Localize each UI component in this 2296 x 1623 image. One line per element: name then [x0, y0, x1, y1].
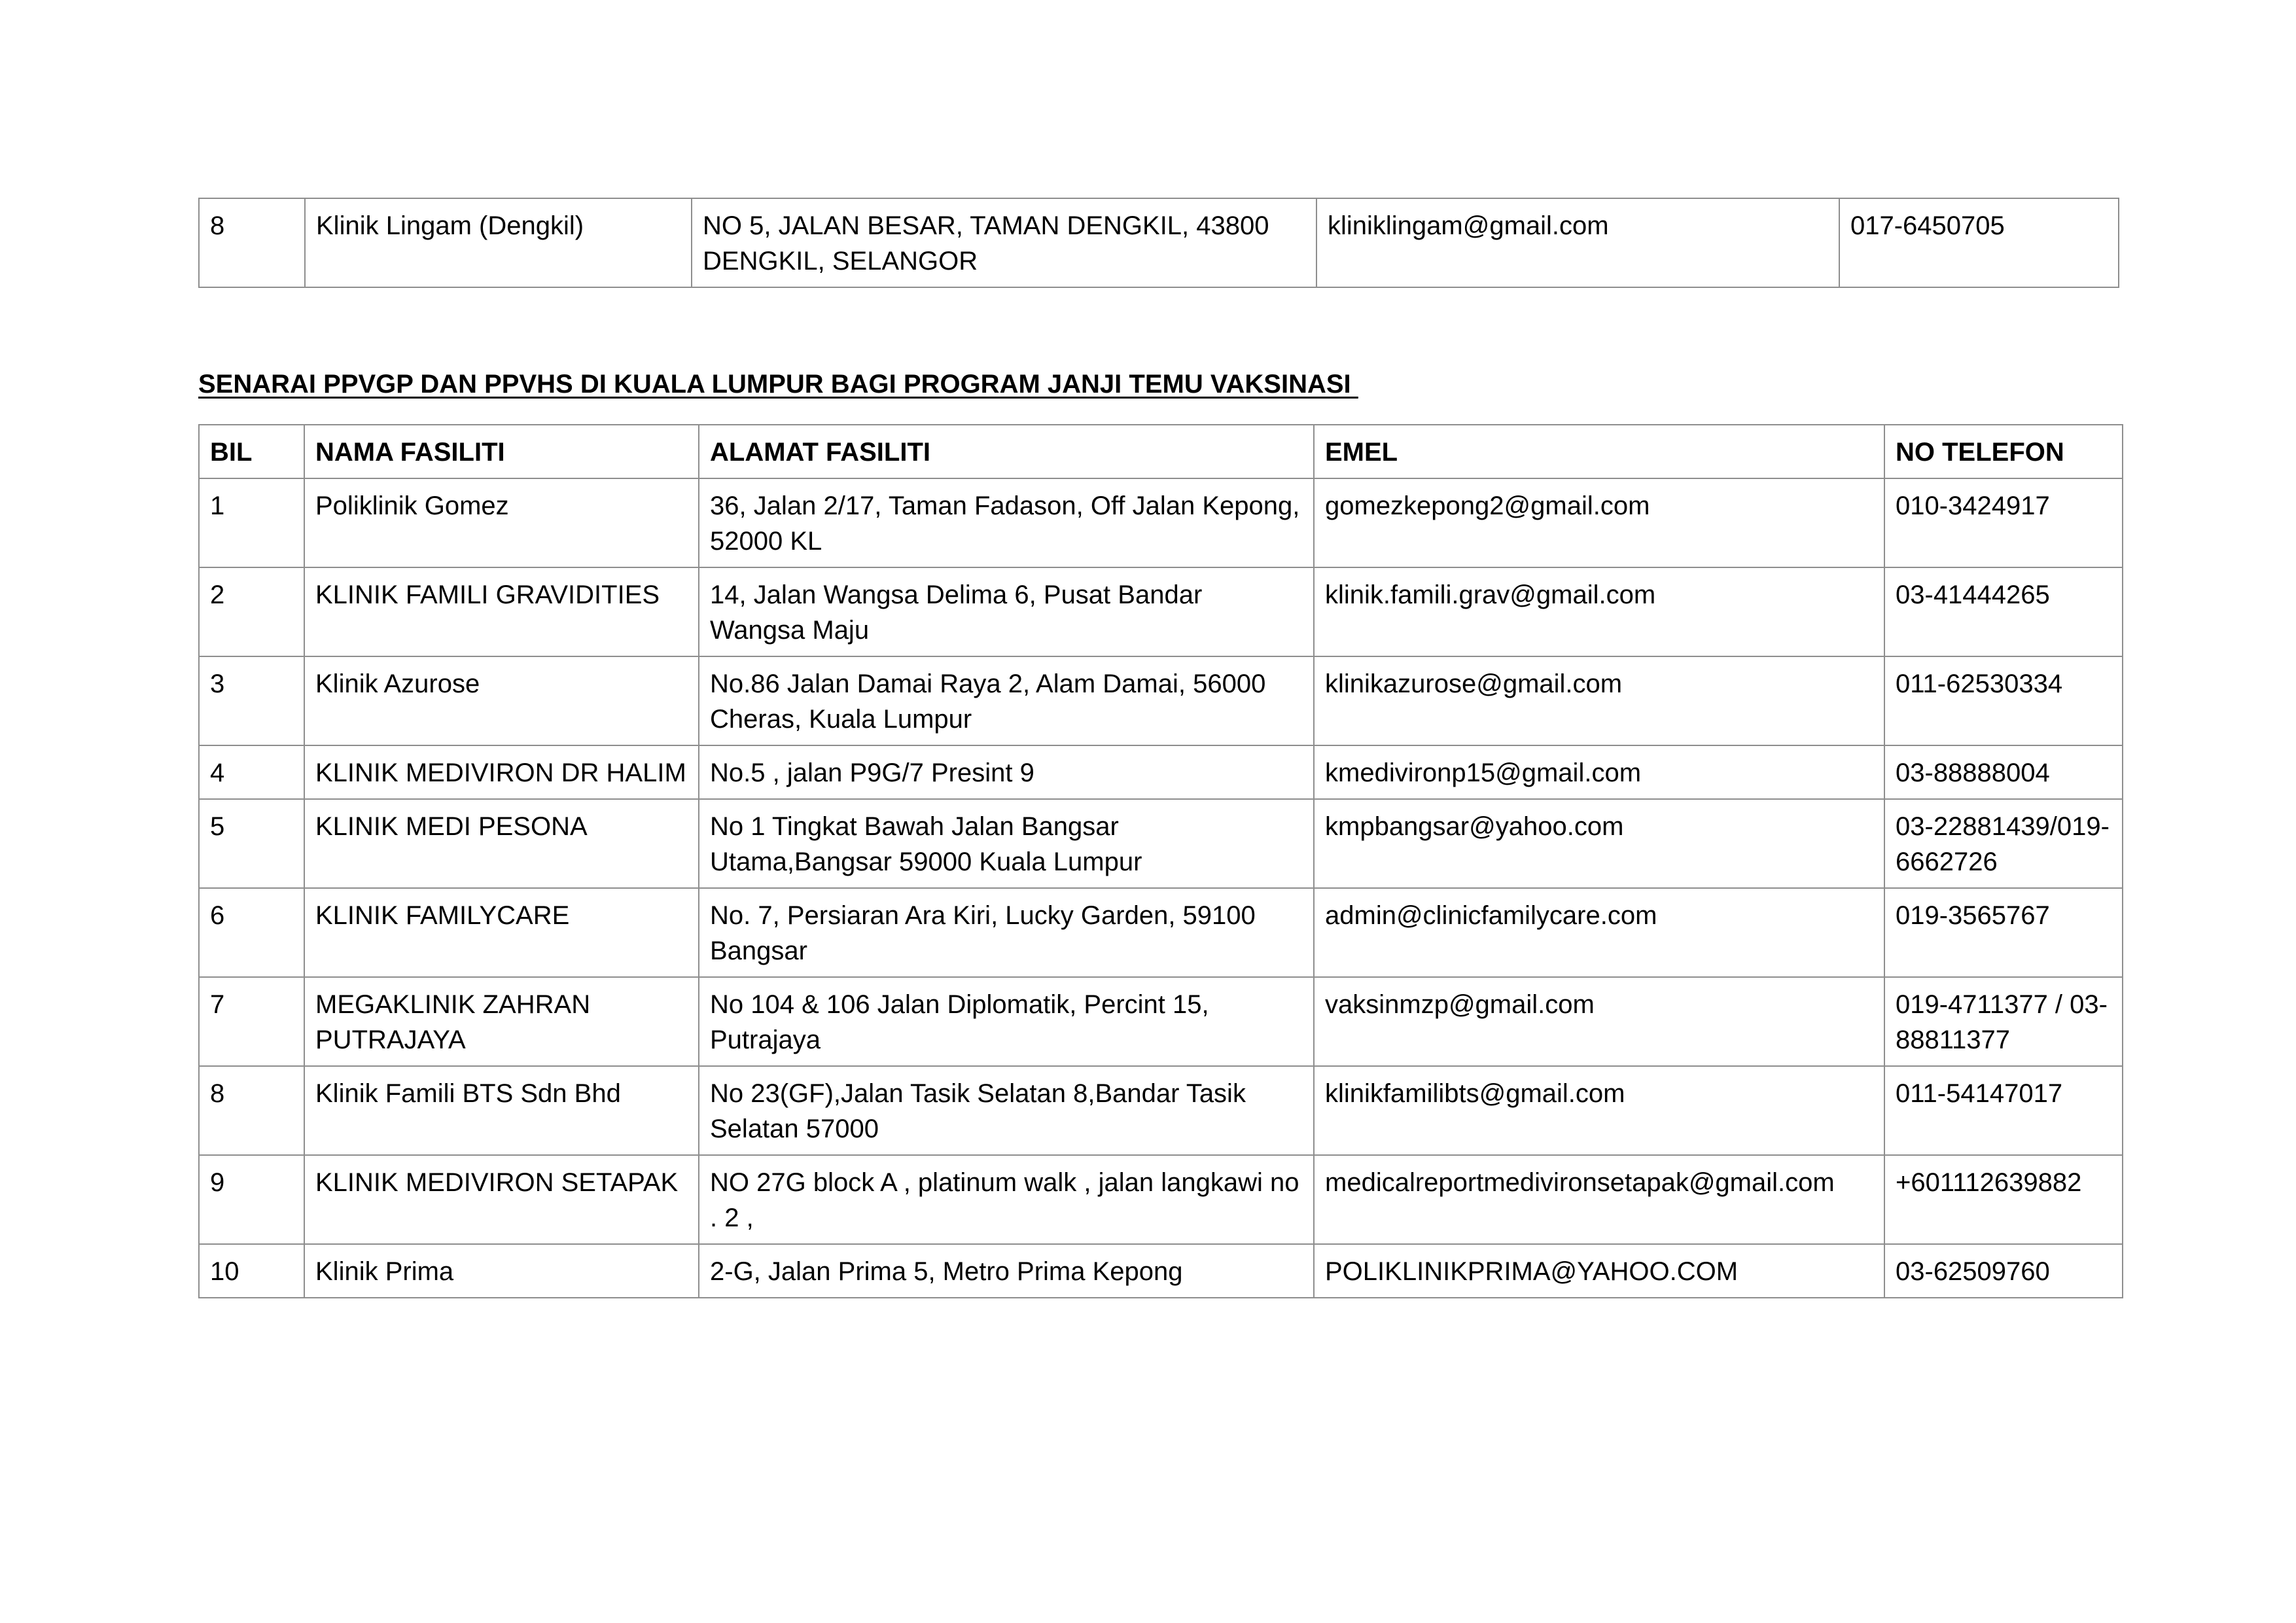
cell-alamat-fasiliti: No 1 Tingkat Bawah Jalan Bangsar Utama,Bangsar 59000 Kuala Lumpur [699, 799, 1314, 888]
cell-emel: kmpbangsar@yahoo.com [1314, 799, 1884, 888]
cell-emel: klinik.famili.grav@gmail.com [1314, 567, 1884, 656]
cell-nama-fasiliti: KLINIK MEDIVIRON DR HALIM [304, 745, 699, 799]
cell-bil: 10 [199, 1244, 304, 1298]
cell-emel: klinikazurose@gmail.com [1314, 656, 1884, 745]
header-emel: EMEL [1314, 425, 1884, 478]
cell-bil: 5 [199, 799, 304, 888]
cell-bil: 1 [199, 478, 304, 567]
cell-bil: 7 [199, 977, 304, 1066]
cell-bil: 6 [199, 888, 304, 977]
cell-emel: kliniklingam@gmail.com [1316, 198, 1839, 287]
cell-emel: POLIKLINIKPRIMA@YAHOO.COM [1314, 1244, 1884, 1298]
cell-nama-fasiliti: Klinik Prima [304, 1244, 699, 1298]
previous-page-table [198, 198, 2119, 288]
cell-alamat-fasiliti: No 104 & 106 Jalan Diplomatik, Percint 15, Putrajaya [699, 977, 1314, 1066]
cell-nama-fasiliti: Klinik Lingam (Dengkil) [305, 198, 692, 287]
cell-bil: 2 [199, 567, 304, 656]
table-row [199, 977, 2123, 1066]
cell-bil: 8 [199, 198, 305, 287]
cell-bil: 8 [199, 1066, 304, 1155]
cell-nama-fasiliti: KLINIK MEDIVIRON SETAPAK [304, 1155, 699, 1244]
cell-alamat-fasiliti: No 23(GF),Jalan Tasik Selatan 8,Bandar Tasik Selatan 57000 [699, 1066, 1314, 1155]
table-row [199, 799, 2123, 888]
cell-no-telefon: +601112639882 [1884, 1155, 2123, 1244]
cell-alamat-fasiliti: No.5 , jalan P9G/7 Presint 9 [699, 745, 1314, 799]
cell-alamat-fasiliti: 14, Jalan Wangsa Delima 6, Pusat Bandar Wangsa Maju [699, 567, 1314, 656]
table-row [199, 1244, 2123, 1298]
cell-alamat-fasiliti: 36, Jalan 2/17, Taman Fadason, Off Jalan Kepong, 52000 KL [699, 478, 1314, 567]
cell-no-telefon: 03-88888004 [1884, 745, 2123, 799]
cell-no-telefon: 011-54147017 [1884, 1066, 2123, 1155]
header-nama-fasiliti: NAMA FASILITI [304, 425, 699, 478]
cell-nama-fasiliti: Klinik Azurose [304, 656, 699, 745]
cell-alamat-fasiliti: 2-G, Jalan Prima 5, Metro Prima Kepong [699, 1244, 1314, 1298]
cell-emel: medicalreportmedivironsetapak@gmail.com [1314, 1155, 1884, 1244]
cell-nama-fasiliti: Klinik Famili BTS Sdn Bhd [304, 1066, 699, 1155]
cell-no-telefon: 010-3424917 [1884, 478, 2123, 567]
facility-table [198, 424, 2123, 1298]
cell-alamat-fasiliti: No. 7, Persiaran Ara Kiri, Lucky Garden, 59100 Bangsar [699, 888, 1314, 977]
table-row [199, 1155, 2123, 1244]
cell-alamat-fasiliti: No.86 Jalan Damai Raya 2, Alam Damai, 56000 Cheras, Kuala Lumpur [699, 656, 1314, 745]
cell-nama-fasiliti: KLINIK FAMILYCARE [304, 888, 699, 977]
cell-emel: kmedivironp15@gmail.com [1314, 745, 1884, 799]
header-bil: BIL [199, 425, 304, 478]
cell-nama-fasiliti: MEGAKLINIK ZAHRAN PUTRAJAYA [304, 977, 699, 1066]
cell-no-telefon: 019-3565767 [1884, 888, 2123, 977]
cell-nama-fasiliti: KLINIK FAMILI GRAVIDITIES [304, 567, 699, 656]
cell-emel: vaksinmzp@gmail.com [1314, 977, 1884, 1066]
cell-bil: 3 [199, 656, 304, 745]
cell-no-telefon: 03-41444265 [1884, 567, 2123, 656]
header-alamat-fasiliti: ALAMAT FASILITI [699, 425, 1314, 478]
cell-no-telefon: 03-62509760 [1884, 1244, 2123, 1298]
cell-no-telefon: 03-22881439/019-6662726 [1884, 799, 2123, 888]
cell-no-telefon: 011-62530334 [1884, 656, 2123, 745]
table-row [199, 1066, 2123, 1155]
cell-nama-fasiliti: Poliklinik Gomez [304, 478, 699, 567]
cell-emel: admin@clinicfamilycare.com [1314, 888, 1884, 977]
table-header-row [199, 425, 2123, 478]
cell-bil: 9 [199, 1155, 304, 1244]
table-row [199, 656, 2123, 745]
table-row [199, 567, 2123, 656]
cell-emel: klinikfamilibts@gmail.com [1314, 1066, 1884, 1155]
cell-bil: 4 [199, 745, 304, 799]
table-row [199, 198, 2119, 287]
cell-alamat-fasiliti: NO 27G block A , platinum walk , jalan langkawi no . 2 , [699, 1155, 1314, 1244]
cell-no-telefon: 019-4711377 / 03-88811377 [1884, 977, 2123, 1066]
table-row [199, 888, 2123, 977]
table-row [199, 478, 2123, 567]
table-row [199, 745, 2123, 799]
cell-emel: gomezkepong2@gmail.com [1314, 478, 1884, 567]
cell-no-telefon: 017-6450705 [1839, 198, 2119, 287]
section-heading: SENARAI PPVGP DAN PPVHS DI KUALA LUMPUR BAGI PROGRAM JANJI TEMU VAKSINASI [198, 370, 1358, 399]
cell-alamat-fasiliti: NO 5, JALAN BESAR, TAMAN DENGKIL, 43800 DENGKIL, SELANGOR [692, 198, 1316, 287]
header-no-telefon: NO TELEFON [1884, 425, 2123, 478]
cell-nama-fasiliti: KLINIK MEDI PESONA [304, 799, 699, 888]
